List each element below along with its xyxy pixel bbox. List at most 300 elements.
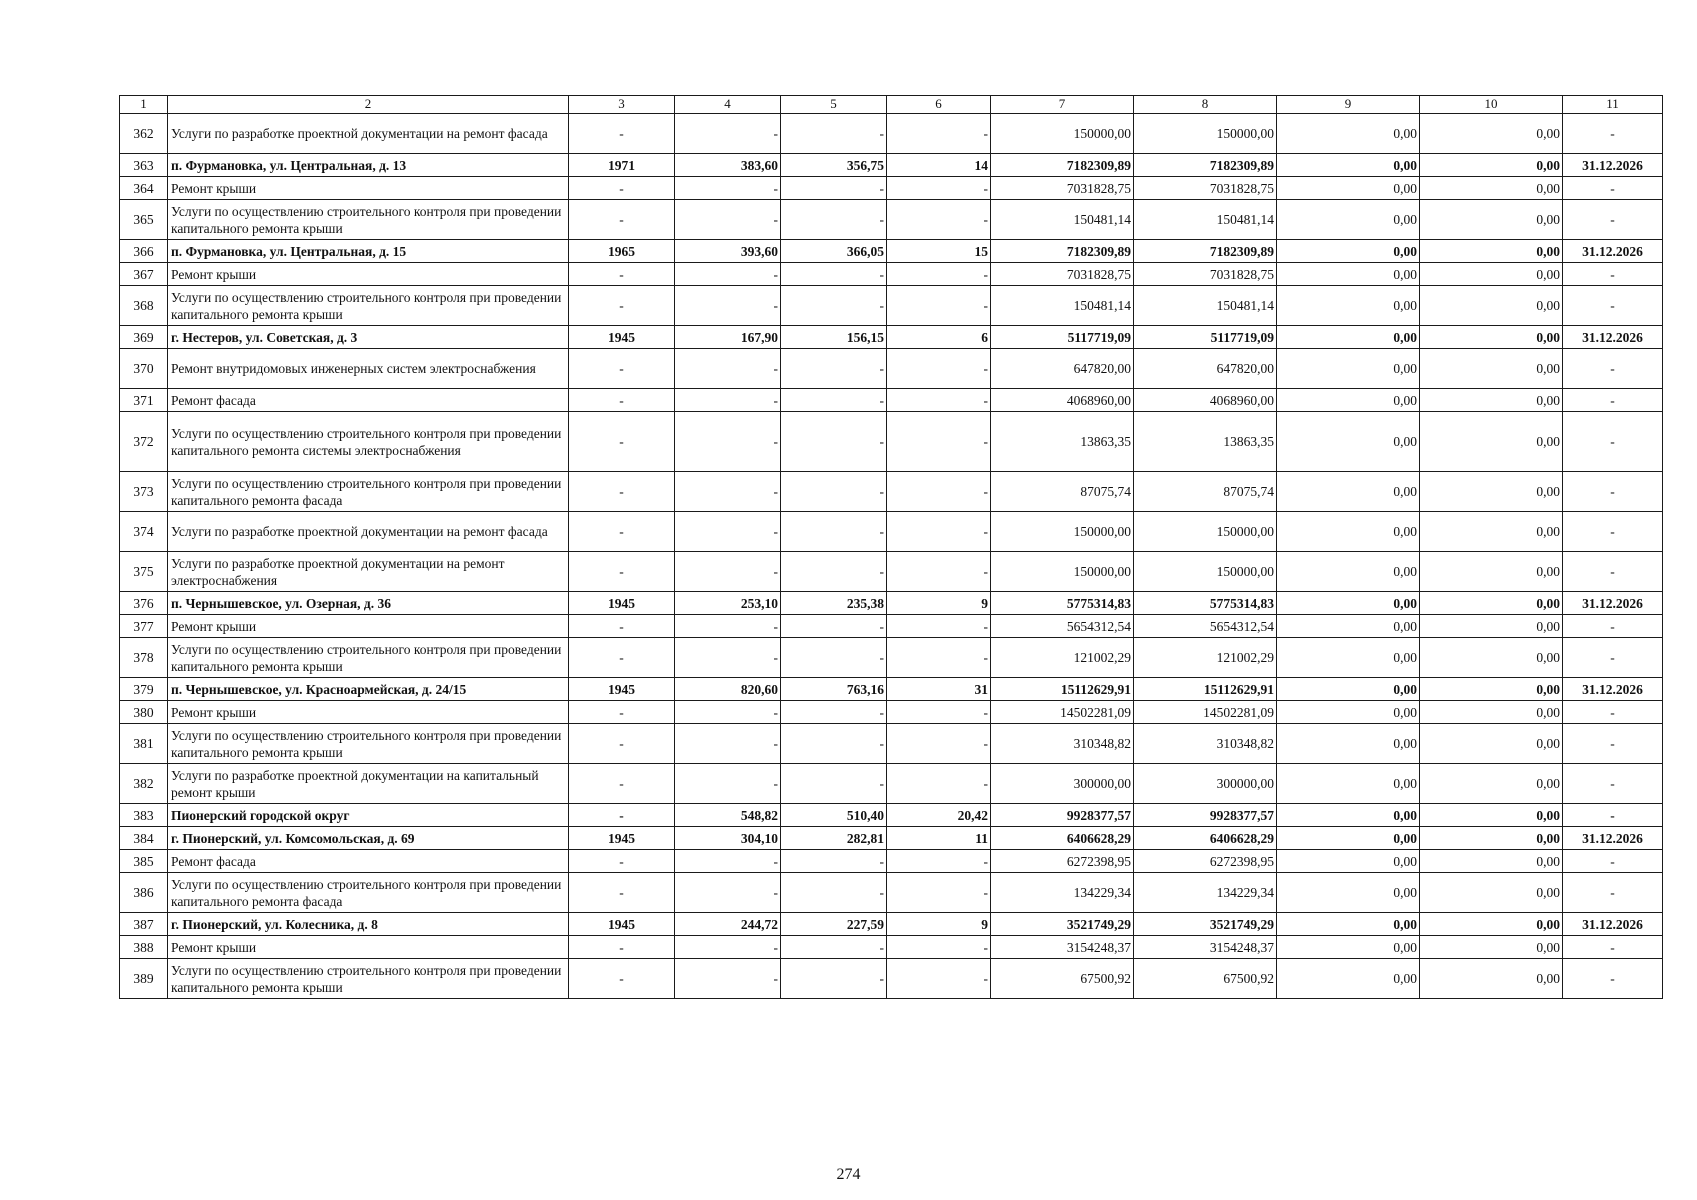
deadline-cell: -: [1563, 552, 1663, 592]
total-area-cell: -: [675, 389, 781, 412]
build-year-cell: -: [569, 936, 675, 959]
deadline-cell: -: [1563, 615, 1663, 638]
work-description: Услуги по осуществлению строительного контроля при проведении капитального ремонта крыши: [168, 200, 569, 240]
residents-cell: -: [887, 936, 991, 959]
cost-total-cell: 150481,14: [991, 200, 1134, 240]
table-row: [120, 263, 1663, 286]
table-row: [120, 240, 1663, 263]
total-area-cell: -: [675, 552, 781, 592]
row-number: 363: [120, 154, 168, 177]
cost-fund-cell: 14502281,09: [1134, 701, 1277, 724]
build-year-cell: -: [569, 724, 675, 764]
cost-total-cell: 5775314,83: [991, 592, 1134, 615]
column-header: 1: [120, 96, 168, 114]
column-header: 10: [1420, 96, 1563, 114]
residents-cell: 6: [887, 326, 991, 349]
cost-owners-cell: 0,00: [1420, 286, 1563, 326]
cost-fund-cell: 7182309,89: [1134, 154, 1277, 177]
residents-cell: 14: [887, 154, 991, 177]
build-year-cell: -: [569, 804, 675, 827]
living-area-cell: -: [781, 177, 887, 200]
total-area-cell: 383,60: [675, 154, 781, 177]
column-header: 6: [887, 96, 991, 114]
cost-budget-cell: 0,00: [1277, 154, 1420, 177]
cost-total-cell: 121002,29: [991, 638, 1134, 678]
cost-owners-cell: 0,00: [1420, 389, 1563, 412]
cost-owners-cell: 0,00: [1420, 592, 1563, 615]
work-description: г. Пионерский, ул. Колесника, д. 8: [168, 913, 569, 936]
column-header: 5: [781, 96, 887, 114]
column-header: 3: [569, 96, 675, 114]
cost-fund-cell: 7031828,75: [1134, 263, 1277, 286]
living-area-cell: -: [781, 638, 887, 678]
work-description: Ремонт крыши: [168, 701, 569, 724]
work-description: Услуги по осуществлению строительного контроля при проведении капитального ремонта крыши: [168, 959, 569, 999]
deadline-cell: -: [1563, 389, 1663, 412]
cost-total-cell: 4068960,00: [991, 389, 1134, 412]
cost-fund-cell: 3521749,29: [1134, 913, 1277, 936]
living-area-cell: 510,40: [781, 804, 887, 827]
build-year-cell: -: [569, 701, 675, 724]
table-row: [120, 873, 1663, 913]
cost-owners-cell: 0,00: [1420, 177, 1563, 200]
deadline-cell: -: [1563, 638, 1663, 678]
residents-cell: -: [887, 177, 991, 200]
row-number: 372: [120, 412, 168, 472]
cost-budget-cell: 0,00: [1277, 678, 1420, 701]
cost-owners-cell: 0,00: [1420, 552, 1563, 592]
cost-budget-cell: 0,00: [1277, 286, 1420, 326]
build-year-cell: 1945: [569, 326, 675, 349]
cost-owners-cell: 0,00: [1420, 936, 1563, 959]
cost-owners-cell: 0,00: [1420, 701, 1563, 724]
total-area-cell: -: [675, 701, 781, 724]
deadline-cell: -: [1563, 114, 1663, 154]
row-number: 368: [120, 286, 168, 326]
residents-cell: -: [887, 552, 991, 592]
cost-fund-cell: 300000,00: [1134, 764, 1277, 804]
cost-fund-cell: 150000,00: [1134, 114, 1277, 154]
living-area-cell: -: [781, 873, 887, 913]
cost-budget-cell: 0,00: [1277, 913, 1420, 936]
work-description: Ремонт фасада: [168, 389, 569, 412]
total-area-cell: 244,72: [675, 913, 781, 936]
build-year-cell: 1945: [569, 913, 675, 936]
cost-total-cell: 67500,92: [991, 959, 1134, 999]
table-row: [120, 678, 1663, 701]
build-year-cell: -: [569, 177, 675, 200]
living-area-cell: -: [781, 724, 887, 764]
residents-cell: -: [887, 389, 991, 412]
cost-total-cell: 6406628,29: [991, 827, 1134, 850]
column-header: 9: [1277, 96, 1420, 114]
residents-cell: -: [887, 615, 991, 638]
cost-owners-cell: 0,00: [1420, 114, 1563, 154]
residents-cell: 20,42: [887, 804, 991, 827]
cost-fund-cell: 150481,14: [1134, 286, 1277, 326]
residents-cell: -: [887, 200, 991, 240]
build-year-cell: -: [569, 615, 675, 638]
living-area-cell: -: [781, 349, 887, 389]
cost-total-cell: 13863,35: [991, 412, 1134, 472]
cost-budget-cell: 0,00: [1277, 412, 1420, 472]
deadline-cell: -: [1563, 804, 1663, 827]
total-area-cell: -: [675, 412, 781, 472]
residents-cell: -: [887, 764, 991, 804]
build-year-cell: -: [569, 263, 675, 286]
work-description: Ремонт крыши: [168, 177, 569, 200]
build-year-cell: -: [569, 286, 675, 326]
cost-total-cell: 7182309,89: [991, 240, 1134, 263]
deadline-cell: -: [1563, 850, 1663, 873]
cost-fund-cell: 6406628,29: [1134, 827, 1277, 850]
residents-cell: -: [887, 701, 991, 724]
living-area-cell: -: [781, 701, 887, 724]
cost-owners-cell: 0,00: [1420, 615, 1563, 638]
cost-budget-cell: 0,00: [1277, 615, 1420, 638]
cost-fund-cell: 7031828,75: [1134, 177, 1277, 200]
living-area-cell: 763,16: [781, 678, 887, 701]
deadline-cell: -: [1563, 200, 1663, 240]
deadline-cell: -: [1563, 724, 1663, 764]
cost-fund-cell: 7182309,89: [1134, 240, 1277, 263]
work-description: Ремонт крыши: [168, 615, 569, 638]
work-description: Ремонт крыши: [168, 263, 569, 286]
column-header: 8: [1134, 96, 1277, 114]
repair-schedule-table-wrapper: [119, 95, 1662, 999]
build-year-cell: 1945: [569, 592, 675, 615]
build-year-cell: -: [569, 389, 675, 412]
residents-cell: -: [887, 638, 991, 678]
residents-cell: -: [887, 263, 991, 286]
cost-budget-cell: 0,00: [1277, 804, 1420, 827]
cost-owners-cell: 0,00: [1420, 764, 1563, 804]
build-year-cell: 1971: [569, 154, 675, 177]
cost-total-cell: 7031828,75: [991, 263, 1134, 286]
residents-cell: 9: [887, 592, 991, 615]
cost-owners-cell: 0,00: [1420, 240, 1563, 263]
cost-total-cell: 7031828,75: [991, 177, 1134, 200]
cost-owners-cell: 0,00: [1420, 326, 1563, 349]
build-year-cell: -: [569, 114, 675, 154]
living-area-cell: -: [781, 263, 887, 286]
cost-fund-cell: 5654312,54: [1134, 615, 1277, 638]
cost-fund-cell: 5117719,09: [1134, 326, 1277, 349]
cost-fund-cell: 9928377,57: [1134, 804, 1277, 827]
deadline-cell: 31.12.2026: [1563, 592, 1663, 615]
living-area-cell: -: [781, 959, 887, 999]
row-number: 370: [120, 349, 168, 389]
cost-owners-cell: 0,00: [1420, 412, 1563, 472]
residents-cell: 9: [887, 913, 991, 936]
living-area-cell: 366,05: [781, 240, 887, 263]
cost-fund-cell: 6272398,95: [1134, 850, 1277, 873]
living-area-cell: -: [781, 512, 887, 552]
work-description: Ремонт фасада: [168, 850, 569, 873]
work-description: г. Нестеров, ул. Советская, д. 3: [168, 326, 569, 349]
total-area-cell: -: [675, 850, 781, 873]
work-description: п. Чернышевское, ул. Озерная, д. 36: [168, 592, 569, 615]
residents-cell: -: [887, 349, 991, 389]
cost-fund-cell: 150000,00: [1134, 552, 1277, 592]
repair-schedule-table: [119, 95, 1663, 999]
build-year-cell: -: [569, 638, 675, 678]
total-area-cell: 393,60: [675, 240, 781, 263]
total-area-cell: -: [675, 263, 781, 286]
table-row: [120, 552, 1663, 592]
deadline-cell: -: [1563, 177, 1663, 200]
table-row: [120, 724, 1663, 764]
cost-budget-cell: 0,00: [1277, 512, 1420, 552]
living-area-cell: -: [781, 936, 887, 959]
row-number: 386: [120, 873, 168, 913]
cost-total-cell: 134229,34: [991, 873, 1134, 913]
living-area-cell: -: [781, 200, 887, 240]
deadline-cell: 31.12.2026: [1563, 678, 1663, 701]
deadline-cell: 31.12.2026: [1563, 913, 1663, 936]
residents-cell: -: [887, 873, 991, 913]
cost-budget-cell: 0,00: [1277, 638, 1420, 678]
deadline-cell: -: [1563, 701, 1663, 724]
cost-budget-cell: 0,00: [1277, 240, 1420, 263]
deadline-cell: -: [1563, 412, 1663, 472]
work-description: Услуги по разработке проектной документации на ремонт электроснабжения: [168, 552, 569, 592]
deadline-cell: 31.12.2026: [1563, 240, 1663, 263]
cost-total-cell: 5117719,09: [991, 326, 1134, 349]
living-area-cell: 282,81: [781, 827, 887, 850]
work-description: п. Чернышевское, ул. Красноармейская, д. 24/15: [168, 678, 569, 701]
cost-budget-cell: 0,00: [1277, 592, 1420, 615]
table-row: [120, 326, 1663, 349]
table-row: [120, 286, 1663, 326]
table-row: [120, 389, 1663, 412]
cost-budget-cell: 0,00: [1277, 764, 1420, 804]
living-area-cell: 356,75: [781, 154, 887, 177]
deadline-cell: -: [1563, 349, 1663, 389]
total-area-cell: -: [675, 286, 781, 326]
cost-budget-cell: 0,00: [1277, 263, 1420, 286]
cost-total-cell: 87075,74: [991, 472, 1134, 512]
column-header: 2: [168, 96, 569, 114]
deadline-cell: 31.12.2026: [1563, 827, 1663, 850]
work-description: Услуги по осуществлению строительного контроля при проведении капитального ремонта крыши: [168, 286, 569, 326]
total-area-cell: -: [675, 764, 781, 804]
cost-owners-cell: 0,00: [1420, 349, 1563, 389]
build-year-cell: 1965: [569, 240, 675, 263]
cost-owners-cell: 0,00: [1420, 873, 1563, 913]
deadline-cell: -: [1563, 764, 1663, 804]
cost-fund-cell: 134229,34: [1134, 873, 1277, 913]
cost-fund-cell: 121002,29: [1134, 638, 1277, 678]
total-area-cell: 820,60: [675, 678, 781, 701]
living-area-cell: -: [781, 850, 887, 873]
cost-fund-cell: 4068960,00: [1134, 389, 1277, 412]
row-number: 371: [120, 389, 168, 412]
column-header: 7: [991, 96, 1134, 114]
table-body: [120, 96, 1663, 999]
row-number: 365: [120, 200, 168, 240]
living-area-cell: -: [781, 764, 887, 804]
total-area-cell: -: [675, 114, 781, 154]
cost-budget-cell: 0,00: [1277, 827, 1420, 850]
cost-owners-cell: 0,00: [1420, 804, 1563, 827]
residents-cell: 15: [887, 240, 991, 263]
living-area-cell: -: [781, 615, 887, 638]
cost-owners-cell: 0,00: [1420, 913, 1563, 936]
table-row: [120, 936, 1663, 959]
table-row: [120, 959, 1663, 999]
cost-fund-cell: 310348,82: [1134, 724, 1277, 764]
living-area-cell: -: [781, 114, 887, 154]
cost-budget-cell: 0,00: [1277, 349, 1420, 389]
cost-total-cell: 150481,14: [991, 286, 1134, 326]
cost-owners-cell: 0,00: [1420, 638, 1563, 678]
cost-total-cell: 150000,00: [991, 512, 1134, 552]
build-year-cell: -: [569, 873, 675, 913]
cost-owners-cell: 0,00: [1420, 263, 1563, 286]
cost-total-cell: 3521749,29: [991, 913, 1134, 936]
cost-owners-cell: 0,00: [1420, 959, 1563, 999]
cost-total-cell: 7182309,89: [991, 154, 1134, 177]
cost-owners-cell: 0,00: [1420, 827, 1563, 850]
cost-budget-cell: 0,00: [1277, 114, 1420, 154]
work-description: п. Фурмановка, ул. Центральная, д. 13: [168, 154, 569, 177]
work-description: Пионерский городской округ: [168, 804, 569, 827]
total-area-cell: 253,10: [675, 592, 781, 615]
living-area-cell: -: [781, 389, 887, 412]
table-row: [120, 200, 1663, 240]
deadline-cell: -: [1563, 472, 1663, 512]
build-year-cell: -: [569, 959, 675, 999]
work-description: Ремонт внутридомовых инженерных систем электроснабжения: [168, 349, 569, 389]
total-area-cell: -: [675, 724, 781, 764]
table-row: [120, 512, 1663, 552]
cost-owners-cell: 0,00: [1420, 472, 1563, 512]
cost-budget-cell: 0,00: [1277, 724, 1420, 764]
column-header: 4: [675, 96, 781, 114]
row-number: 378: [120, 638, 168, 678]
total-area-cell: -: [675, 512, 781, 552]
cost-owners-cell: 0,00: [1420, 512, 1563, 552]
build-year-cell: -: [569, 349, 675, 389]
row-number: 384: [120, 827, 168, 850]
cost-fund-cell: 3154248,37: [1134, 936, 1277, 959]
cost-fund-cell: 87075,74: [1134, 472, 1277, 512]
row-number: 367: [120, 263, 168, 286]
residents-cell: -: [887, 959, 991, 999]
cost-fund-cell: 150481,14: [1134, 200, 1277, 240]
build-year-cell: -: [569, 850, 675, 873]
residents-cell: -: [887, 114, 991, 154]
cost-total-cell: 6272398,95: [991, 850, 1134, 873]
table-row: [120, 154, 1663, 177]
build-year-cell: 1945: [569, 678, 675, 701]
living-area-cell: 227,59: [781, 913, 887, 936]
residents-cell: -: [887, 412, 991, 472]
row-number: 369: [120, 326, 168, 349]
cost-budget-cell: 0,00: [1277, 850, 1420, 873]
cost-owners-cell: 0,00: [1420, 154, 1563, 177]
deadline-cell: -: [1563, 959, 1663, 999]
build-year-cell: -: [569, 512, 675, 552]
table-row: [120, 638, 1663, 678]
cost-total-cell: 14502281,09: [991, 701, 1134, 724]
deadline-cell: -: [1563, 873, 1663, 913]
row-number: 389: [120, 959, 168, 999]
deadline-cell: 31.12.2026: [1563, 154, 1663, 177]
cost-owners-cell: 0,00: [1420, 678, 1563, 701]
table-row: [120, 850, 1663, 873]
cost-budget-cell: 0,00: [1277, 326, 1420, 349]
cost-fund-cell: 67500,92: [1134, 959, 1277, 999]
cost-budget-cell: 0,00: [1277, 873, 1420, 913]
cost-fund-cell: 647820,00: [1134, 349, 1277, 389]
build-year-cell: -: [569, 764, 675, 804]
cost-total-cell: 647820,00: [991, 349, 1134, 389]
build-year-cell: -: [569, 472, 675, 512]
residents-cell: -: [887, 286, 991, 326]
build-year-cell: -: [569, 552, 675, 592]
row-number: 381: [120, 724, 168, 764]
total-area-cell: -: [675, 177, 781, 200]
cost-total-cell: 3154248,37: [991, 936, 1134, 959]
total-area-cell: 167,90: [675, 326, 781, 349]
cost-fund-cell: 150000,00: [1134, 512, 1277, 552]
cost-total-cell: 5654312,54: [991, 615, 1134, 638]
table-row: [120, 615, 1663, 638]
total-area-cell: -: [675, 638, 781, 678]
total-area-cell: 304,10: [675, 827, 781, 850]
table-row: [120, 701, 1663, 724]
row-number: 376: [120, 592, 168, 615]
row-number: 382: [120, 764, 168, 804]
residents-cell: -: [887, 850, 991, 873]
total-area-cell: -: [675, 936, 781, 959]
table-row: [120, 804, 1663, 827]
row-number: 377: [120, 615, 168, 638]
table-row: [120, 412, 1663, 472]
cost-fund-cell: 15112629,91: [1134, 678, 1277, 701]
page-number: 274: [836, 1166, 861, 1183]
row-number: 380: [120, 701, 168, 724]
work-description: Ремонт крыши: [168, 936, 569, 959]
table-row: [120, 177, 1663, 200]
table-row: [120, 472, 1663, 512]
row-number: 385: [120, 850, 168, 873]
total-area-cell: 548,82: [675, 804, 781, 827]
cost-budget-cell: 0,00: [1277, 959, 1420, 999]
deadline-cell: 31.12.2026: [1563, 326, 1663, 349]
work-description: Услуги по разработке проектной документации на ремонт фасада: [168, 512, 569, 552]
build-year-cell: -: [569, 200, 675, 240]
residents-cell: 31: [887, 678, 991, 701]
cost-total-cell: 9928377,57: [991, 804, 1134, 827]
cost-budget-cell: 0,00: [1277, 936, 1420, 959]
row-number: 374: [120, 512, 168, 552]
row-number: 375: [120, 552, 168, 592]
living-area-cell: -: [781, 286, 887, 326]
cost-owners-cell: 0,00: [1420, 200, 1563, 240]
deadline-cell: -: [1563, 512, 1663, 552]
cost-total-cell: 310348,82: [991, 724, 1134, 764]
cost-budget-cell: 0,00: [1277, 177, 1420, 200]
column-number-header-row: [120, 96, 1663, 114]
residents-cell: -: [887, 512, 991, 552]
total-area-cell: -: [675, 615, 781, 638]
row-number: 388: [120, 936, 168, 959]
row-number: 379: [120, 678, 168, 701]
work-description: Услуги по осуществлению строительного контроля при проведении капитального ремонта крыши: [168, 638, 569, 678]
